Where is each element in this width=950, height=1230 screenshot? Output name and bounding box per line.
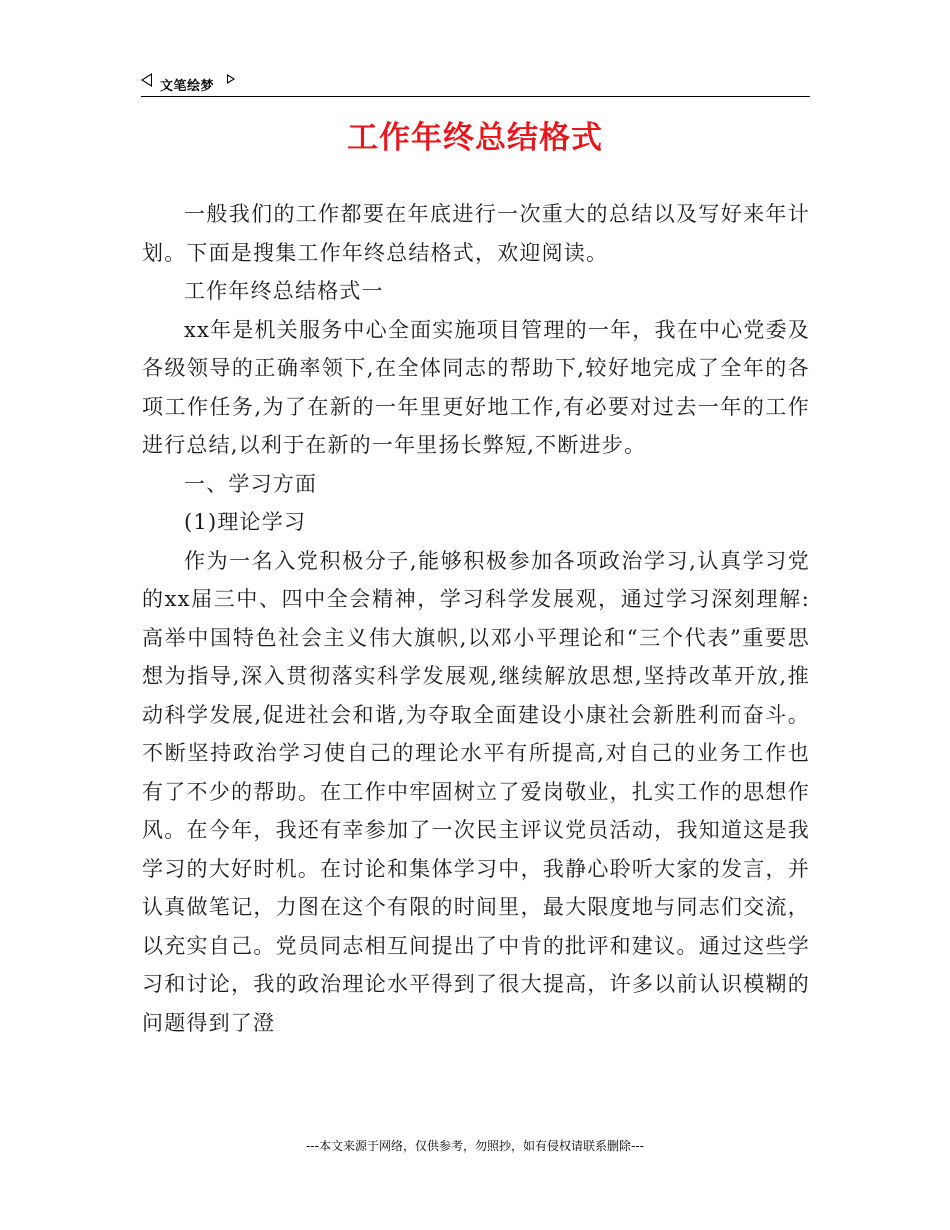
paragraph-theory-body: 作为一名入党积极分子,能够积极参加各项政治学习,认真学习党的xx届三中、四中全会精神，学习科学发展观，通过学习深刻理解:高举中国特色社会主义伟大旗帜,以邓小平理论和“三个代表”重要思想为指导,深入贯彻落实科学发展观,继续解放思想,坚持改革开放,推动科学发展,促进社会和谐,为夺取全面建设小康社会新胜利而奋斗。不断坚持政治学习使自己的理论水平有所提高,对自己的业务工作也有了不少的帮助。在工作中牢固树立了爱岗敬业，扎实工作的思想作风。在今年，我还有幸参加了一次民主评议党员活动，我知道这是我学习的大好时机。在讨论和集体学习中，我静心聆听大家的发言，并认真做笔记，力图在这个有限的时间里，最大限度地与同志们交流，以充实自己。党员同志相互间提出了中肯的批评和建议。通过这些学习和讨论，我的政治理论水平得到了很大提高，许多以前认识模糊的问题得到了澄 <box>142 548 810 1035</box>
paragraph-section-heading: 工作年终总结格式一 <box>184 279 384 303</box>
triangle-right-icon <box>227 74 235 84</box>
paragraph-subheading-theory: (1)理论学习 <box>184 510 307 534</box>
paragraph-overview: xx年是机关服务中心全面实施项目管理的一年，我在中心党委及各级领导的正确率领下,在全体同志的帮助下,较好地完成了全年的各项工作任务,为了在新的一年里更好地工作,有必要对过去一年的工作进行总结,以利于在新的一年里扬长弊短,不断进步。 <box>142 317 810 457</box>
page-header <box>141 70 810 97</box>
page-footer: ---本文来源于网络，仅供参考，勿照抄，如有侵权请联系删除--- <box>306 1139 644 1153</box>
triangle-left-icon <box>141 73 152 87</box>
document-title: 工作年终总结格式 <box>347 120 603 156</box>
paragraph-intro: 一般我们的工作都要在年底进行一次重大的总结以及写好来年计划。下面是搜集工作年终总结格式，欢迎阅读。 <box>142 202 810 265</box>
paragraph-subheading-study: 一、学习方面 <box>184 471 318 496</box>
header-brand: 文笔绘梦 <box>160 79 215 94</box>
document-body <box>142 195 810 1042</box>
